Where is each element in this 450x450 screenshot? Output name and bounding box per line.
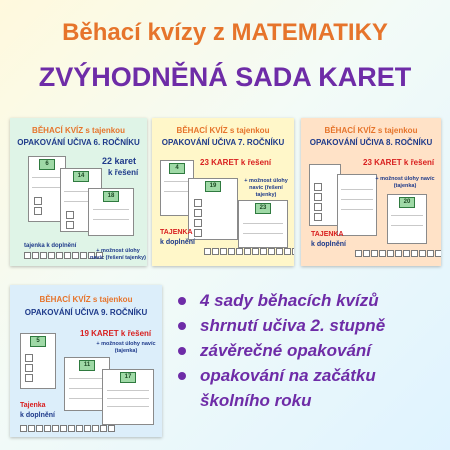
feature-text: závěrečné opakování (200, 341, 372, 360)
card-count: 19 KARET k řešení (80, 329, 152, 338)
card-number: 14 (73, 171, 89, 182)
bullet-icon (178, 322, 186, 330)
quiz-card (387, 194, 427, 244)
feature-item (172, 288, 444, 313)
quiz-card (88, 188, 134, 236)
panel-8-rocnik (301, 118, 441, 266)
tajenka-label: tajenka k doplnění (24, 243, 77, 249)
panel-title-line1: BĚHACÍ KVÍZ s tajenkou (176, 126, 270, 135)
card-number: 6 (39, 159, 55, 170)
feature-item (172, 313, 444, 338)
card-number: 17 (120, 372, 136, 383)
panel-9-rocnik (10, 285, 162, 437)
card-number: 11 (79, 360, 95, 371)
feature-text: 4 sady běhacích kvízů (200, 291, 379, 310)
card-number: 5 (30, 336, 46, 347)
bullet-icon (178, 347, 186, 355)
panel-7-rocnik (152, 118, 294, 266)
tajenka-sub: k doplnění (160, 239, 195, 246)
feature-item (172, 363, 444, 413)
tajenka-sub: k doplnění (311, 241, 346, 248)
panel-title-line2: OPAKOVÁNÍ UČIVA 9. ROČNÍKU (24, 308, 148, 317)
bonus-note: + možnost úlohy navíc (tajenka) (96, 341, 156, 354)
answer-boxes (204, 248, 294, 254)
card-number: 4 (169, 163, 185, 174)
feature-text: opakování na začátku školního roku (200, 366, 376, 410)
tajenka-label: TAJENKA (311, 231, 344, 238)
quiz-card (102, 369, 154, 425)
card-number: 19 (205, 181, 221, 192)
panel-title-line2: OPAKOVÁNÍ UČIVA 8. ROČNÍKU (309, 138, 433, 147)
bonus-note: + možnost úlohy navíc (řešení tajenky) (90, 248, 146, 261)
card-number: 20 (399, 197, 415, 208)
answer-boxes (355, 250, 441, 256)
tajenka-label: Tajenka (20, 402, 46, 409)
panel-6-rocnik (10, 118, 147, 266)
panel-title-line1: BĚHACÍ KVÍZ s tajenkou (39, 295, 133, 304)
card-count: 22 karet (102, 156, 137, 166)
quiz-card (20, 333, 56, 389)
card-count: 23 KARET k řešení (200, 158, 272, 167)
feature-item (172, 338, 444, 363)
card-number: 23 (255, 203, 271, 214)
page-subtitle: ZVÝHODNĚNÁ SADA KARET (38, 62, 412, 92)
card-number: 18 (103, 191, 119, 202)
panel-title-line1: BĚHACÍ KVÍZ s tajenkou (32, 126, 125, 135)
quiz-card (188, 178, 238, 240)
tajenka-label: TAJENKA (160, 229, 193, 236)
card-count: 23 KARET k řešení (363, 158, 435, 167)
feature-text: shrnutí učiva 2. stupně (200, 316, 386, 335)
panel-title-line1: BĚHACÍ KVÍZ s tajenkou (324, 126, 418, 135)
quiz-card (238, 200, 288, 248)
card-count-sub: k řešení (108, 168, 139, 177)
panel-title-line2: OPAKOVÁNÍ UČIVA 6. ROČNÍKU (17, 138, 140, 147)
bonus-note: + možnost úlohy navíc (tajenka) (375, 176, 435, 189)
panel-title-line2: OPAKOVÁNÍ UČIVA 7. ROČNÍKU (161, 138, 285, 147)
bullet-icon (178, 297, 186, 305)
answer-boxes (20, 425, 115, 431)
bullet-icon (178, 372, 186, 380)
feature-list (172, 288, 444, 413)
page-title: Běhací kvízy z MATEMATIKY (62, 19, 388, 46)
quiz-card (337, 174, 377, 236)
bonus-note: + možnost úlohy navíc (řešení tajenky) (244, 178, 288, 198)
tajenka-sub: k doplnění (20, 412, 55, 419)
